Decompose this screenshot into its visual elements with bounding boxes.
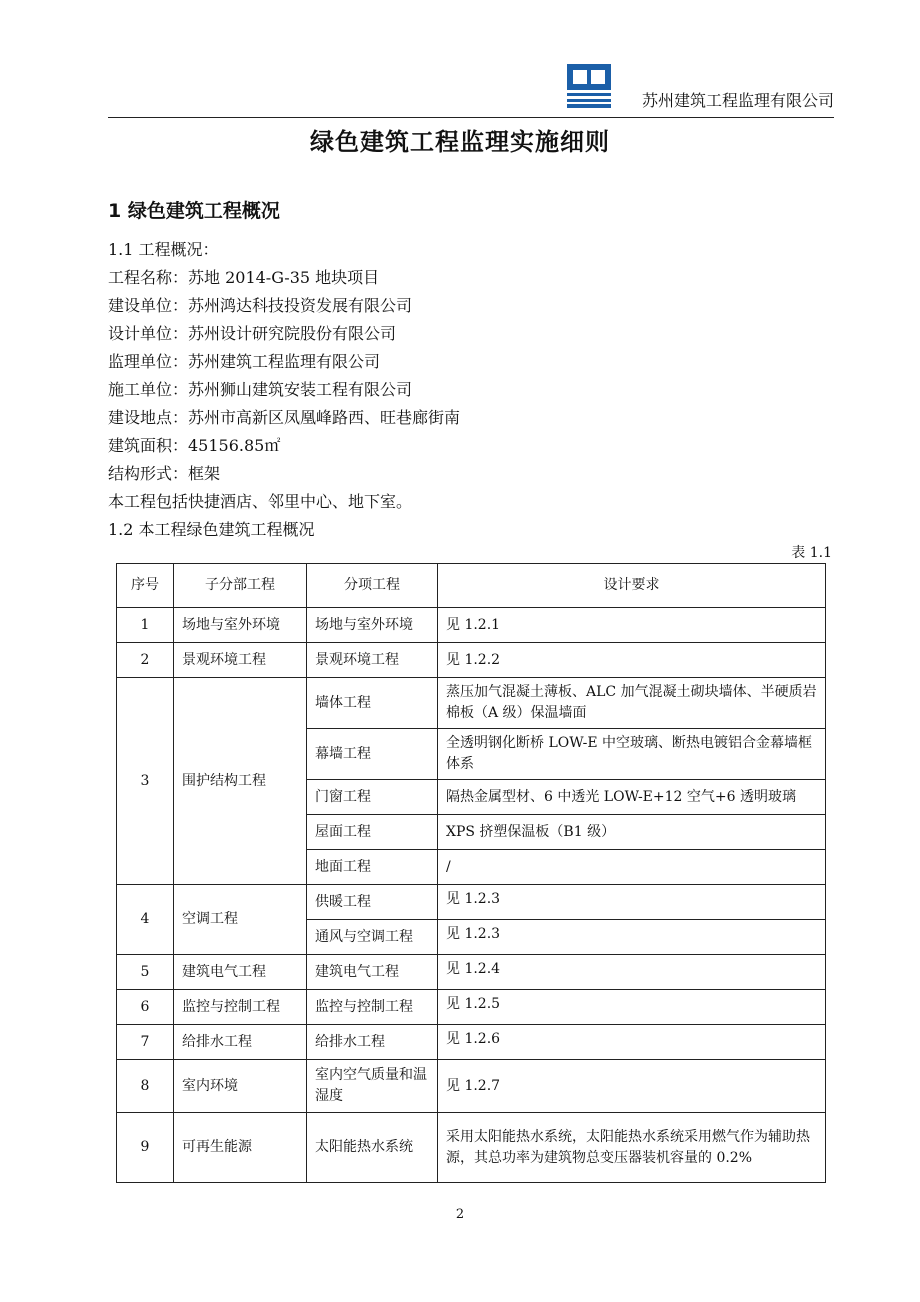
project-name: 工程名称：苏地 2014-G-35 地块项目 [108, 268, 380, 287]
cell-no: 6 [117, 990, 174, 1025]
cell-sub: 场地与室外环境 [174, 608, 307, 643]
green-building-table [116, 563, 826, 1183]
cell-req: 见 1.2.7 [438, 1060, 826, 1113]
overview-subheading: 1.1 工程概况： [108, 240, 219, 259]
cell-req: XPS 挤塑保温板（B1 级） [438, 815, 826, 850]
cell-item: 给排水工程 [307, 1025, 438, 1060]
cell-item: 监控与控制工程 [307, 990, 438, 1025]
cell-req: / [438, 850, 826, 885]
cell-sub: 室内环境 [174, 1060, 307, 1113]
cell-sub: 建筑电气工程 [174, 955, 307, 990]
company-logo-icon [567, 64, 611, 108]
table-row [117, 608, 826, 643]
cell-sub: 围护结构工程 [174, 678, 307, 885]
cell-no: 7 [117, 1025, 174, 1060]
cell-item: 建筑电气工程 [307, 955, 438, 990]
green-heading: 1.2 本工程绿色建筑工程概况 [108, 520, 315, 539]
cell-item: 地面工程 [307, 850, 438, 885]
cell-req: 见 1.2.2 [438, 643, 826, 678]
cell-no: 9 [117, 1113, 174, 1183]
table-row [117, 1025, 826, 1060]
supervisor: 监理单位：苏州建筑工程监理有限公司 [108, 352, 381, 371]
cell-no: 8 [117, 1060, 174, 1113]
cell-item: 屋面工程 [307, 815, 438, 850]
table-row [117, 678, 826, 729]
project-scope: 本工程包括快捷酒店、邻里中心、地下室。 [108, 492, 413, 511]
table-row [117, 1060, 826, 1113]
developer: 建设单位：苏州鸿达科技投资发展有限公司 [108, 296, 413, 315]
cell-sub: 可再生能源 [174, 1113, 307, 1183]
header-requirement: 设计要求 [438, 564, 826, 608]
structure-type: 结构形式：框架 [108, 464, 221, 483]
header-sub-division: 子分部工程 [174, 564, 307, 608]
location: 建设地点：苏州市高新区凤凰峰路西、旺巷廊街南 [108, 408, 461, 427]
cell-req: 见 1.2.4 [438, 955, 826, 990]
cell-no: 2 [117, 643, 174, 678]
cell-no: 3 [117, 678, 174, 885]
cell-sub: 监控与控制工程 [174, 990, 307, 1025]
table-caption: 表 1.1 [791, 545, 832, 561]
cell-req: 见 1.2.5 [438, 990, 826, 1025]
contractor: 施工单位：苏州狮山建筑安装工程有限公司 [108, 380, 413, 399]
page-number: 2 [455, 1207, 465, 1222]
cell-req: 全透明钢化断桥 LOW-E 中空玻璃、断热电镀铝合金幕墙框体系 [438, 729, 826, 780]
table-row [117, 990, 826, 1025]
cell-sub: 给排水工程 [174, 1025, 307, 1060]
table-header-row [117, 564, 826, 608]
section-heading: 1 绿色建筑工程概况 [108, 200, 280, 222]
document-title: 绿色建筑工程监理实施细则 [310, 128, 610, 156]
cell-req: 见 1.2.1 [438, 608, 826, 643]
overview-block [108, 236, 828, 544]
cell-req: 隔热金属型材、6 中透光 LOW-E+12 空气+6 透明玻璃 [438, 780, 826, 815]
cell-item: 室内空气质量和温湿度 [307, 1060, 438, 1113]
table-row [117, 885, 826, 920]
cell-item: 场地与室外环境 [307, 608, 438, 643]
cell-req: 采用太阳能热水系统，太阳能热水系统采用燃气作为辅助热源，其总功率为建筑物总变压器装机容量的 0.2% [438, 1113, 826, 1183]
header-no: 序号 [117, 564, 174, 608]
building-area: 建筑面积：45156.85㎡ [108, 436, 281, 455]
page-header [108, 58, 834, 118]
cell-sub: 空调工程 [174, 885, 307, 955]
cell-item: 通风与空调工程 [307, 920, 438, 955]
table-row [117, 955, 826, 990]
company-name: 苏州建筑工程监理有限公司 [641, 91, 834, 110]
cell-no: 1 [117, 608, 174, 643]
cell-req: 蒸压加气混凝土薄板、ALC 加气混凝土砌块墙体、半硬质岩棉板（A 级）保温墙面 [438, 678, 826, 729]
header-rule [108, 117, 834, 118]
cell-req: 见 1.2.3 [438, 885, 826, 920]
cell-item: 幕墙工程 [307, 729, 438, 780]
table-row [117, 643, 826, 678]
cell-item: 墙体工程 [307, 678, 438, 729]
cell-req: 见 1.2.6 [438, 1025, 826, 1060]
table-row [117, 1113, 826, 1183]
cell-item: 景观环境工程 [307, 643, 438, 678]
cell-no: 5 [117, 955, 174, 990]
cell-sub: 景观环境工程 [174, 643, 307, 678]
cell-item: 供暖工程 [307, 885, 438, 920]
cell-req: 见 1.2.3 [438, 920, 826, 955]
designer: 设计单位：苏州设计研究院股份有限公司 [108, 324, 397, 343]
cell-item: 太阳能热水系统 [307, 1113, 438, 1183]
cell-no: 4 [117, 885, 174, 955]
cell-item: 门窗工程 [307, 780, 438, 815]
header-item: 分项工程 [307, 564, 438, 608]
